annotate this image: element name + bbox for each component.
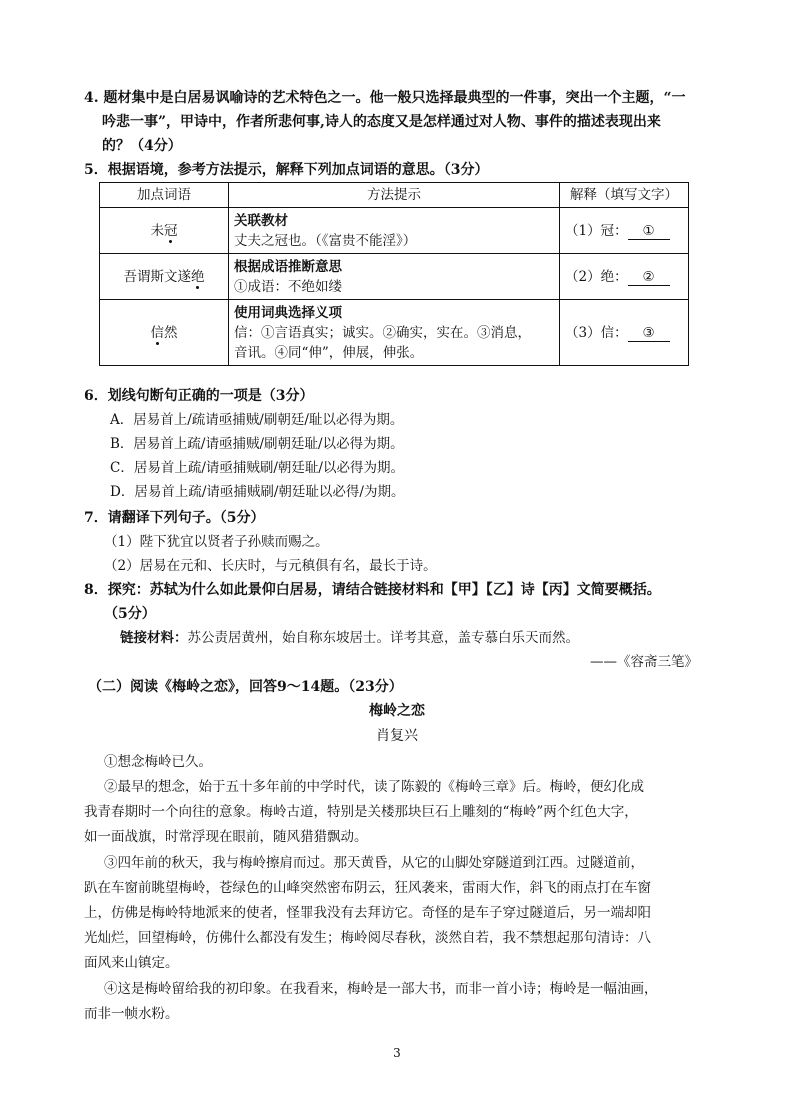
method-table-header bbox=[100, 183, 689, 208]
q6-option-c: C．居易首上疏/请亟捕贼刷/朝廷耻/以必得为期。 bbox=[110, 460, 404, 476]
header-method: 方法提示 bbox=[229, 183, 560, 208]
q7-title: 7．请翻译下列句子。（5分） bbox=[84, 510, 265, 526]
section2-heading: （二）阅读《梅岭之恋》，回答9～14题。（23分） bbox=[88, 679, 403, 695]
q8-title: 8．探究：苏轼为什么如此景仰白居易，请结合链接材料和【甲】【乙】诗【丙】文简要概括。 bbox=[84, 582, 661, 598]
q7-item-2: （2）居易在元和、长庆时，与元稹俱有名，最长于诗。 bbox=[104, 558, 437, 574]
answer-label: （3）信： bbox=[565, 324, 628, 341]
article-line: 趴在车窗前眺望梅岭，苍绿色的山峰突然密布阴云，狂风袭来，雷雨大作，斜飞的雨点打在车窗 bbox=[84, 880, 651, 896]
answer-label: （1）冠： bbox=[565, 222, 628, 239]
link-label: 链接材料： bbox=[120, 630, 188, 646]
article-line: ④这是梅岭留给我的初印象。在我看来，梅岭是一部大书，而非一首小诗；梅岭是一幅油画， bbox=[104, 981, 658, 997]
table-row bbox=[100, 300, 689, 366]
answer-cell bbox=[560, 300, 689, 366]
link-text: 苏公责居黄州，始自称东坡居士。详考其意，盖专慕白乐天而然。 bbox=[187, 630, 579, 646]
article-line: 而非一帧水粉。 bbox=[84, 1006, 179, 1022]
dotted-word bbox=[100, 300, 229, 366]
q6-title: 6．划线句断句正确的一项是（3分） bbox=[84, 388, 314, 404]
dotted-word bbox=[100, 254, 229, 300]
method-table bbox=[99, 182, 689, 366]
article-line: 面风来山镇定。 bbox=[84, 955, 179, 971]
method-detail: ①成语：不绝如缕 bbox=[234, 278, 342, 295]
word-dotted-char: 绝 bbox=[191, 268, 205, 285]
q6-option-d: D．居易首上疏/请亟捕贼刷/朝廷耻以必得/为期。 bbox=[110, 484, 405, 500]
answer-cell bbox=[560, 254, 689, 300]
article-line: 上，仿佛是梅岭特地派来的使者，怪罪我没有去拜访它。奇怪的是车子穿过隧道后，另一端却阳 bbox=[84, 905, 651, 921]
q6-option-b: B．居易首上疏/请亟捕贼/刷朝廷耻/以必得为期。 bbox=[110, 436, 404, 452]
table-row bbox=[100, 254, 689, 300]
header-word: 加点词语 bbox=[100, 183, 229, 208]
answer-label: （2）绝： bbox=[565, 268, 628, 285]
word-dotted-char: 信 bbox=[150, 324, 164, 341]
q7-item-1: （1）陛下犹宜以贤者子孙赎而赐之。 bbox=[104, 534, 329, 550]
answer-blank[interactable]: ② bbox=[628, 269, 670, 286]
method-heading: 关联教材 bbox=[234, 212, 288, 229]
article-line: ②最早的想念，始于五十多年前的中学时代，读了陈毅的《梅岭三章》后。梅岭，便幻化成 bbox=[104, 779, 644, 795]
word-pre: 吾谓斯文遂 bbox=[123, 268, 191, 285]
q4-line-3: 的？（4分） bbox=[102, 138, 182, 154]
header-answer: 解释（填写文字） bbox=[560, 183, 689, 208]
method-heading: 根据成语推断意思 bbox=[234, 258, 342, 275]
page-number: 3 bbox=[393, 1046, 401, 1060]
table-row bbox=[100, 208, 689, 254]
article-line: 光灿烂，回望梅岭，仿佛什么都没有发生；梅岭阅尽春秋，淡然自若，我不禁想起那句清诗：八 bbox=[84, 930, 651, 946]
answer-cell bbox=[560, 208, 689, 254]
article-author: 肖复兴 bbox=[376, 728, 418, 744]
method-cell bbox=[229, 254, 560, 300]
article-title: 梅岭之恋 bbox=[369, 703, 425, 719]
method-heading: 使用词典选择义项 bbox=[234, 304, 342, 321]
method-detail: 音讯。④同“伸”，伸展，伸张。 bbox=[234, 344, 424, 361]
q6-option-a: A．居易首上/疏请亟捕贼/刷朝廷/耻以必得为期。 bbox=[110, 412, 404, 428]
word-dotted-char: 冠 bbox=[164, 222, 178, 239]
article-line: ①想念梅岭已久。 bbox=[104, 754, 212, 770]
q8-link bbox=[120, 628, 579, 648]
method-detail: 信：①言语真实；诚实。②确实，实在。③消息， bbox=[234, 324, 531, 341]
dotted-word bbox=[100, 208, 229, 254]
q5-title: 5．根据语境，参考方法提示，解释下列加点词语的意思。（3分） bbox=[84, 162, 489, 178]
q4-line-2: 吟悲一事”，甲诗中，作者所悲何事,诗人的态度又是怎样通过对人物、事件的描述表现出来 bbox=[102, 114, 661, 130]
article-line: 如一面战旗，时常浮现在眼前，随风猎猎飘动。 bbox=[84, 829, 368, 845]
q4-line-1: 4. 题材集中是白居易讽喻诗的艺术特色之一。他一般只选择最典型的一件事，突出一个主题，“一 bbox=[84, 90, 686, 106]
q8-source: ——《容斋三笔》 bbox=[590, 654, 698, 670]
article-line: ③四年前的秋天，我与梅岭擦肩而过。那天黄昏，从它的山脚处穿隧道到江西。过隧道前， bbox=[104, 855, 644, 871]
q8-score: （5分） bbox=[104, 606, 156, 622]
answer-blank[interactable]: ③ bbox=[628, 325, 670, 342]
method-cell bbox=[229, 208, 560, 254]
method-cell bbox=[229, 300, 560, 366]
article-line: 我青春期时一个向往的意象。梅岭古道，特别是关楼那块巨石上雕刻的“梅岭”两个红色大字， bbox=[84, 804, 638, 820]
word-post: 然 bbox=[164, 324, 178, 341]
method-detail: 丈夫之冠也。（《富贵不能淫》） bbox=[234, 232, 417, 249]
word-pre: 未 bbox=[150, 222, 164, 239]
answer-blank[interactable]: ① bbox=[628, 223, 670, 240]
